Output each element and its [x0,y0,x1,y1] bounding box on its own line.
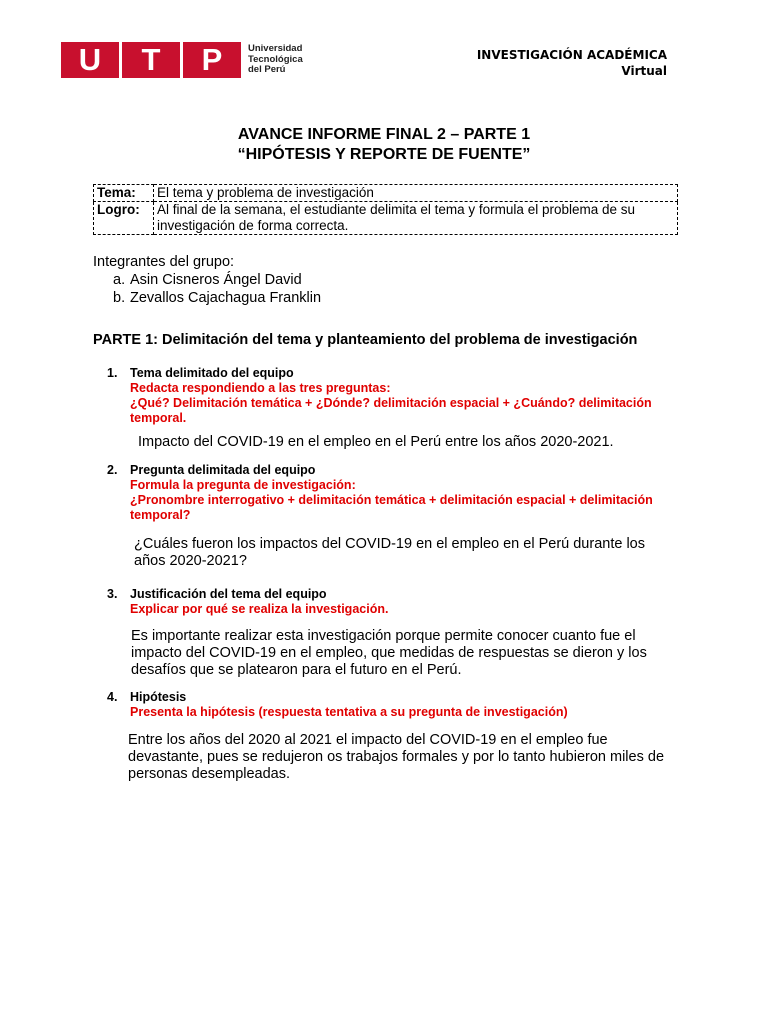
section-3 [107,587,672,617]
tema-label: Tema: [94,185,154,202]
logro-row [94,202,678,235]
utp-logo [61,42,303,78]
section-number: 2. [107,463,118,477]
section-instruction: Redacta respondiendo a las tres preguntas: [130,381,391,395]
logro-label: Logro: [94,202,154,235]
member-item: b. Zevallos Cajachagua Franklin [113,290,322,306]
section-2-answer: ¿Cuáles fueron los impactos del COVID-19 en el empleo en el Perú durante los años 2020-2021? [134,536,645,569]
title-line-1: AVANCE INFORME FINAL 2 – PARTE 1 [237,126,531,143]
section-heading: Justificación del tema del equipo [130,587,327,601]
tema-row [94,185,678,202]
info-table [93,184,678,235]
section-heading: Tema delimitado del equipo [130,366,294,380]
members-list [113,271,321,307]
section-2 [107,463,672,523]
course-modality: Virtual [621,64,667,78]
course-header [477,47,667,79]
tema-value: El tema y problema de investigación [154,185,678,202]
section-1 [107,366,672,426]
section-instruction: Explicar por qué se realiza la investigación. [130,602,389,616]
section-detail: ¿Pronombre interrogativo + delimitación temática + delimitación espacial + delimitación temporal? [130,493,653,522]
course-name: INVESTIGACIÓN ACADÉMICA [476,48,667,62]
logo-letter-u: U [61,42,119,78]
section-4-answer: Entre los años del 2020 al 2021 el impacto del COVID-19 en el empleo fue devastante, pues se redujeron os trabajos formales y por lo tanto hubieron miles de personas desempleadas. [128,732,665,782]
group-members [93,253,321,307]
logo-university-name: Universidad Tecnológica del Perú [248,43,303,76]
section-heading: Pregunta delimitada del equipo [130,463,316,477]
logo-letter-p: P [183,42,241,78]
section-4 [107,690,672,720]
logo-letter-t: T [122,42,180,78]
member-item: a. Asin Cisneros Ángel David [113,272,302,288]
logro-value: Al final de la semana, el estudiante delimita el tema y formula el problema de su investigación de forma correcta. [154,202,678,235]
document-title [0,125,768,165]
section-number: 1. [107,366,118,380]
parte-heading: PARTE 1: Delimitación del tema y planteamiento del problema de investigación [93,332,638,348]
section-instruction: Formula la pregunta de investigación: [130,478,356,492]
section-instruction: Presenta la hipótesis (respuesta tentativa a su pregunta de investigación) [130,705,568,719]
section-number: 3. [107,587,118,601]
section-heading: Hipótesis [130,690,187,704]
section-detail: ¿Qué? Delimitación temática + ¿Dónde? delimitación espacial + ¿Cuándo? delimitación temporal. [130,396,652,425]
section-1-answer: Impacto del COVID-19 en el empleo en el Perú entre los años 2020-2021. [138,434,614,450]
section-number: 4. [107,690,118,704]
section-3-answer: Es importante realizar esta investigación porque permite conocer cuanto fue el impacto del COVID-19 en el empleo, que medidas de respuestas se dieron y los desafíos que se platearon para el futuro en el Perú. [131,628,647,678]
title-line-2: “HIPÓTESIS Y REPORTE DE FUENTE” [237,146,531,163]
members-label: Integrantes del grupo: [93,254,235,270]
